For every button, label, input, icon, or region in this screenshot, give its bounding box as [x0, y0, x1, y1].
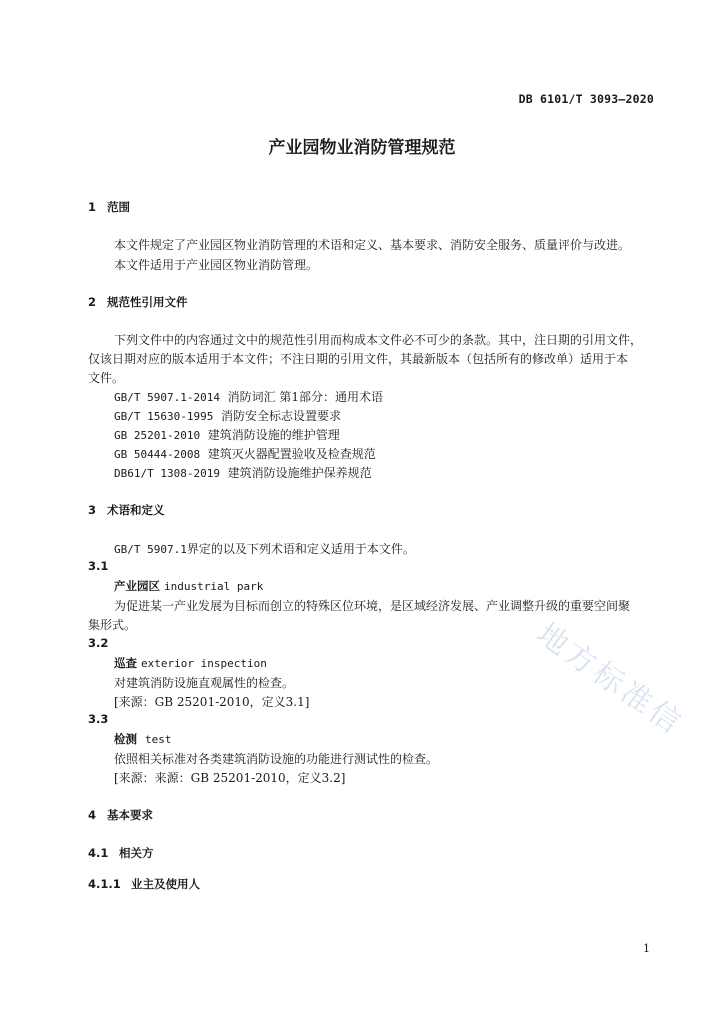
- term-definition: 集形式。: [88, 618, 137, 632]
- section-title: 规范性引用文件: [107, 295, 188, 309]
- term-number: 3.3: [88, 712, 109, 726]
- paragraph: 仅该日期对应的版本适用于本文件；不注日期的引用文件，其最新版本（包括所有的修改单）适用于本: [88, 352, 629, 366]
- paragraph: 本文件规定了产业园区物业消防管理的术语和定义、基本要求、消防安全服务、质量评价与改进。: [114, 238, 631, 252]
- section-2-heading: [88, 294, 188, 310]
- term-number: 3.2: [88, 636, 109, 650]
- watermark: 地方标准信: [530, 616, 690, 743]
- paragraph: [114, 540, 415, 557]
- reference-name: 建筑消防设施维护保养规范: [227, 466, 372, 480]
- section-title: 基本要求: [107, 808, 153, 822]
- standard-number: DB 6101/T 3093—2020: [518, 92, 654, 106]
- section-number: 4: [88, 808, 97, 822]
- reference-item: [114, 388, 383, 405]
- reference-code: GB/T 15630-1995: [114, 410, 214, 423]
- reference-name: 消防安全标志设置要求: [220, 409, 341, 423]
- document-title: 产业园物业消防管理规范: [268, 138, 456, 158]
- reference-item: [114, 445, 376, 462]
- term-definition: 为促进某一产业发展为目标而创立的特殊区位环境，是区域经济发展、产业调整升级的重要空间聚: [114, 599, 631, 613]
- subsection-number: 4.1: [88, 846, 109, 860]
- section-number: 3: [88, 503, 97, 517]
- term-definition: 依照相关标准对各类建筑消防设施的功能进行测试性的检查。: [114, 752, 439, 766]
- section-title: 术语和定义: [107, 503, 165, 517]
- intro-code: GB/T 5907.1: [114, 543, 187, 556]
- term-definition: 对建筑消防设施直观属性的检查。: [114, 676, 295, 690]
- reference-name: 消防词汇 第1部分：通用术语: [227, 390, 384, 404]
- section-number: 1: [88, 200, 97, 214]
- subsection-4-1-heading: [88, 845, 154, 861]
- reference-code: GB 50444-2008: [114, 448, 201, 461]
- paragraph: 文件。: [88, 371, 125, 385]
- reference-code: GB/T 5907.1-2014: [114, 391, 220, 404]
- term-zh: 产业园区: [114, 579, 160, 593]
- reference-name: 建筑灭火器配置验收及检查规范: [207, 447, 376, 461]
- reference-code: GB 25201-2010: [114, 429, 201, 442]
- term-en: test: [145, 733, 172, 746]
- reference-item: [114, 426, 340, 443]
- section-3-heading: [88, 502, 165, 518]
- section-1-heading: [88, 199, 130, 215]
- paragraph: 下列文件中的内容通过文中的规范性引用而构成本文件必不可少的条款。其中，注日期的引用文件，: [114, 333, 643, 347]
- paragraph: 本文件适用于产业园区物业消防管理。: [114, 258, 319, 272]
- section-number: 2: [88, 295, 97, 309]
- term-heading: [114, 655, 267, 671]
- term-en: exterior inspection: [141, 657, 267, 670]
- term-source: [来源：GB 25201-2010，定义3.1]: [114, 695, 310, 709]
- intro-text: 界定的以及下列术语和定义适用于本文件。: [186, 542, 415, 556]
- reference-item: [114, 407, 341, 424]
- subsection-title: 相关方: [119, 846, 154, 860]
- term-en: industrial park: [164, 580, 264, 593]
- section-title: 范围: [107, 200, 130, 214]
- subsection-number: 4.1.1: [88, 877, 121, 891]
- reference-name: 建筑消防设施的维护管理: [207, 428, 340, 442]
- term-number: 3.1: [88, 559, 109, 573]
- page-number: 1: [643, 942, 650, 955]
- section-4-heading: [88, 807, 153, 823]
- term-zh: 检测: [114, 732, 137, 746]
- subsection-4-1-1-heading: [88, 876, 200, 892]
- term-heading: [114, 731, 172, 747]
- reference-code: DB61/T 1308-2019: [114, 467, 220, 480]
- term-source: [来源：来源：GB 25201-2010，定义3.2]: [114, 771, 346, 785]
- reference-item: [114, 464, 372, 481]
- term-heading: [114, 578, 263, 594]
- subsection-title: 业主及使用人: [131, 877, 200, 891]
- term-zh: 巡查: [114, 656, 137, 670]
